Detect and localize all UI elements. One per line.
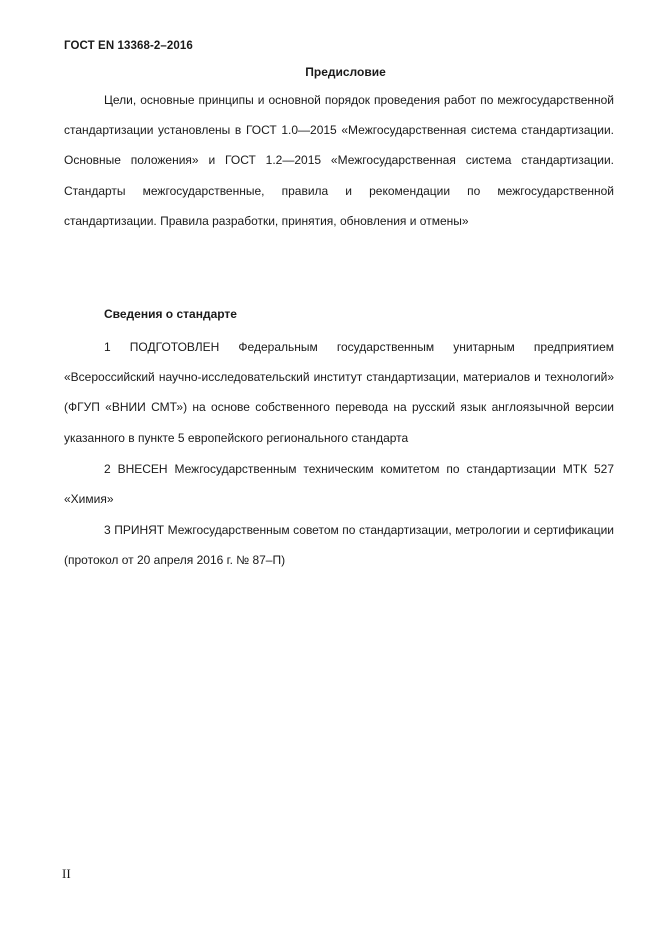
preface-paragraph: Цели, основные принципы и основной порядок проведения работ по межгосударственной стандартизации установлены в ГОСТ 1.0—2015 «Межгосударственная система стандартизации. Основные положения» и ГОСТ 1.2—2015 «Межгосударственная система стандартизации. Стандарты межгосударственные, правила и рекомендации по межгосударственной стандартизации. Правила разработки, принятия, обновления и отмены» <box>64 93 614 228</box>
standard-info-item-1 <box>64 332 614 453</box>
standard-info-item-3 <box>64 515 614 575</box>
standard-info-paragraph: 2 ВНЕСЕН Межгосударственным техническим комитетом по стандартизации МТК 527 «Химия» <box>64 462 614 507</box>
standard-info-paragraph: 1 ПОДГОТОВЛЕН Федеральным государственным унитарным предприятием «Всероссийский научно-исследовательский институт стандартизации, материалов и технологий» (ФГУП «ВНИИ СМТ») на основе собственного перевода на русский язык англоязычной версии указанного в пункте 5 европейского регионального стандарта <box>64 340 614 445</box>
standard-info-item-2 <box>64 454 614 514</box>
preface-title: Предисловие <box>305 65 386 79</box>
standard-info-paragraph: 3 ПРИНЯТ Межгосударственным советом по стандартизации, метрологии и сертификации (протокол от 20 апреля 2016 г. № 87–П) <box>64 523 614 568</box>
page-number: II <box>62 866 71 881</box>
document-id: ГОСТ EN 13368-2–2016 <box>64 40 193 52</box>
preface-body <box>64 85 614 236</box>
standard-info-title: Сведения о стандарте <box>104 307 237 321</box>
